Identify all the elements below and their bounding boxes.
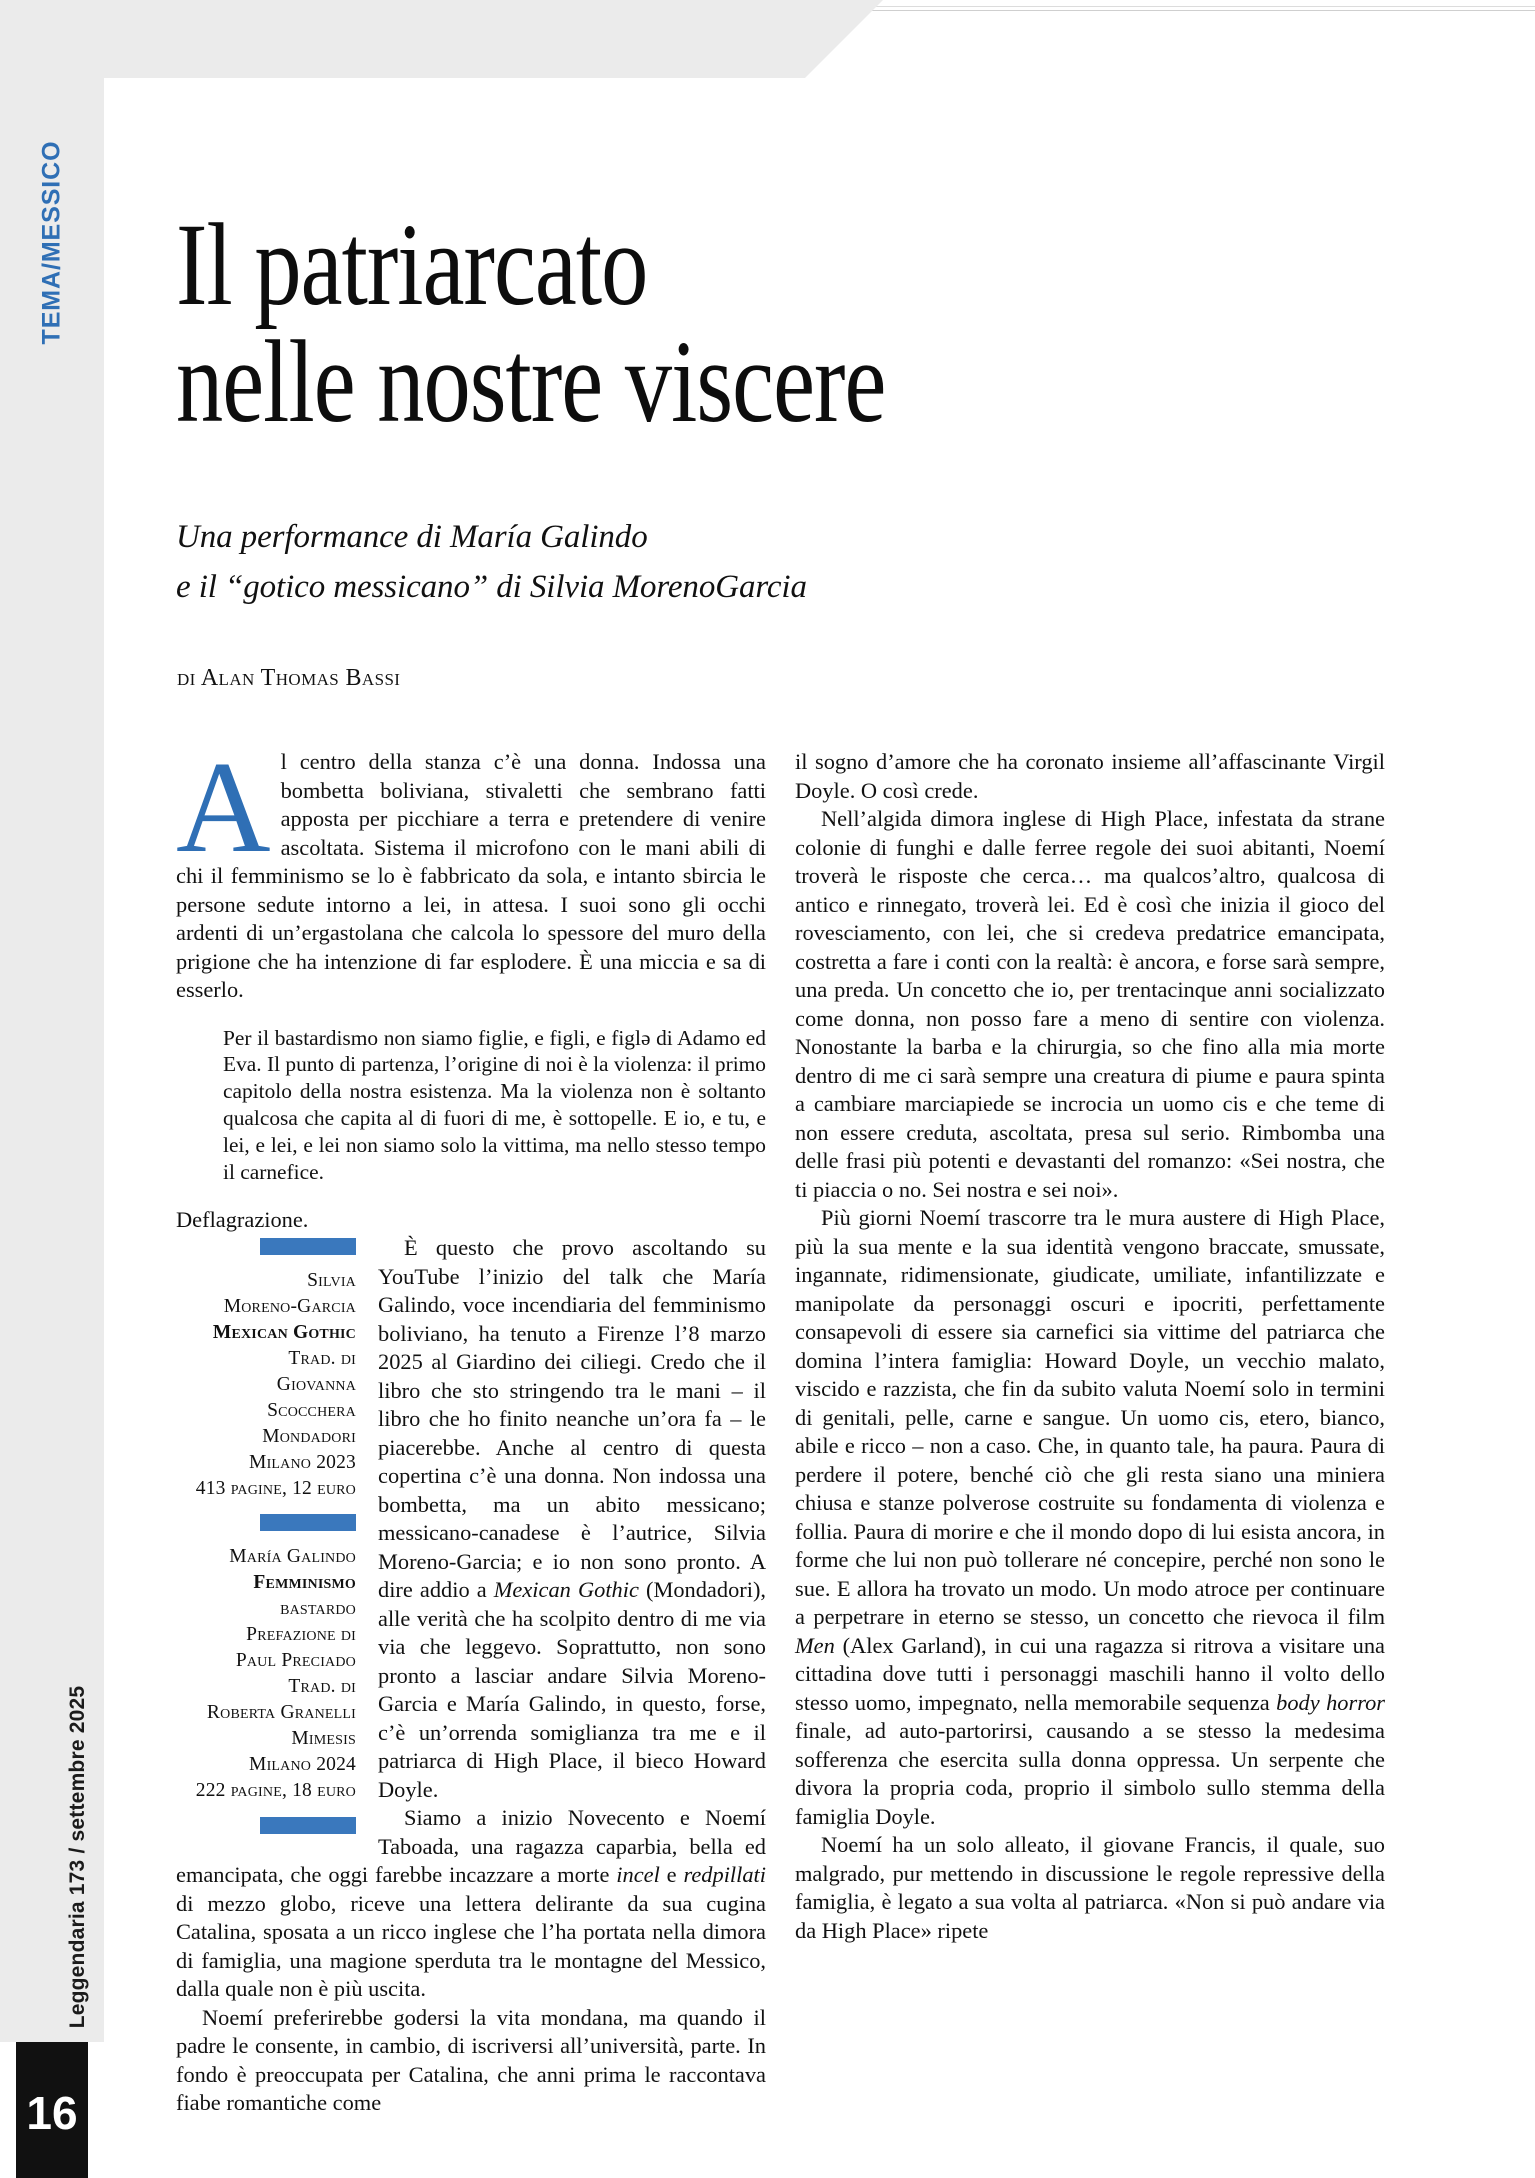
paragraph-high-place: Nell’algida dimora inglese di High Place, infestata da strane colonie di funghi e dalle ferree regole dei suoi abitanti, Noemí troverà le risposte che cerca… ma qualcos’altro, qualcosa di antico e rinnegato, troverà lei. Ed è così che inizia il gioco del rovesciamento, con lei, che si credeva predatrice emancipata, costretta a fare i conti con la realtà: è ancora, e forse sarà sempre, una preda. Un concetto che io, per trentacinque anni socializzato come donna, non posso fare a meno di sentire con violenza. Nonostante la barba e la chirurgia, so che fino alla mia morte dentro di me ci sarà sempre una creatura di piume e paura spinta a cambiare marciapiede se incrocia un uomo cis e che teme di non essere creduta, ascoltata, presa sul serio. Rimbomba una delle frasi più potenti e devastanti del romanzo: «Sei nostra, che ti piaccia o no. Sei nostra e sei noi». — [795, 806, 1385, 1202]
grey-header-corner-fold — [805, 0, 883, 78]
book1-line-1: Moreno-Garcia — [223, 1296, 356, 1318]
book1-line-0: Silvia — [307, 1270, 356, 1292]
paragraph-opening — [176, 735, 766, 1005]
paragraph-piu-giorni-c: finale, ad auto-partorirsi, causando a se stesso la medesima sofferenza che esercita sulla donna oppressa. Un serpente che divora la propria coda, proprio il simbolo sullo stemma della famiglia Doyle. — [795, 1718, 1385, 1829]
title-men-film: Men — [795, 1632, 835, 1658]
section-label-tema-messico: TEMA/MESSICO — [37, 140, 66, 345]
paragraph-noemi-b: e — [659, 1862, 684, 1888]
term-redpillati: redpillati — [683, 1862, 766, 1888]
book1-title: Mexican Gothic — [212, 1322, 356, 1343]
byline: di Alan Thomas Bassi — [177, 665, 401, 691]
body-column-left — [176, 735, 766, 2118]
paragraph-talk-b: (Mondadori), alle verità che ha scolpito dentro di me via via che leggevo. Soprattutto, non sono pronto a lasciar andare Silvia Moreno-Garcia e María Galindo, in questo, forse, c’è un’orrenda somiglianza tra me e il patriarca di High Place, il bieco Howard Doyle. — [378, 1577, 766, 1802]
term-incel: incel — [616, 1862, 660, 1888]
grey-header-band — [0, 0, 805, 78]
paragraph-talk-a: È questo che provo ascoltando su YouTube l’inizio del talk che María Galindo, voce incendiaria del femminismo boliviano, ha tenuto a Firenze l’8 marzo 2025 al Giardino dei ciliegi. Credo che il libro che sto stringendo tra le mani – il libro che ho finito neanche un’ora fa – le piacerebbe. Anche al centro di questa copertina c’è una donna. Non indossa una bombetta, ma un abito messicano; messicano-canadese è l’autrice, Silvia Moreno-Garcia; e io non sono pronto. A dire addio a — [378, 1235, 766, 1603]
paragraph-francis: Noemí ha un solo alleato, il giovane Francis, il quale, suo malgrado, pur mettendo in discussione le regole repressive della famiglia, è legato a sua volta al patriarca. «Non si può andare via da High Place» ripete — [795, 1832, 1385, 1943]
article-deck — [176, 512, 1056, 612]
book2-title-part-2: bastardo — [280, 1598, 356, 1620]
blue-bar-top — [260, 1238, 356, 1255]
book2-title-part-1: Femminismo — [253, 1572, 356, 1594]
blue-bar-middle — [260, 1514, 356, 1531]
book-entry-2 — [160, 1544, 356, 1803]
book2-line-5: Trad. di — [288, 1676, 356, 1698]
book1-line-5: Mondadori — [262, 1425, 356, 1447]
deck-line-2: e il “gotico messicano” di Silvia MorenoGarcia — [176, 569, 807, 606]
book1-line-6: Milano 2023 — [249, 1451, 356, 1473]
paragraph-noemi-c: di mezzo globo, riceve una lettera delirante da sua cugina Catalina, sposata a un ricco inglese che l’ha portata nella dimora di famiglia, una magione sperduta tra le montagne del Messico, dalla quale non è più uscita. — [176, 1890, 766, 2002]
pull-quote-text: Per il bastardismo non siamo figlie, e figli, e figlə di Adamo ed Eva. Il punto di partenza, l’origine di noi è la violenza: il primo capitolo della nostra esistenza. Ma la violenza non è soltanto qualcosa che capita al di fuori di me, è sottopelle. E io, e tu, e lei, e lei, e lei non siamo solo la vittima, ma nello stesso tempo il carnefice. — [223, 1025, 766, 1184]
paragraph-opening-text: l centro della stanza c’è una donna. Indossa una bombetta boliviana, stivaletti che sembrano fatti apposta per picchiare a terra e pretendere di venire ascoltata. Sistema il microfono con le mani abili di chi il femminismo se lo è fabbricato da sola, e intanto sbircia le persone sedute intorno a lei, in attesa. I suoi sono gli occhi ardenti di un’ergastolana che calcola lo spessore del muro della prigione che ha intenzione di far esplodere. È una miccia e sa di esserlo. — [176, 749, 766, 1002]
book2-line-8: Milano 2024 — [249, 1753, 356, 1775]
book1-line-3: Trad. di — [288, 1347, 356, 1369]
book2-line-0: María Galindo — [229, 1546, 356, 1568]
paragraph-noemi-a: Siamo a inizio Novecento e Noemí Taboada, una ragazza caparbia, bella ed emancipata, che oggi farebbe incazzare a morte — [176, 1805, 766, 1888]
blue-bar-bottom — [260, 1817, 356, 1834]
body-column-right — [795, 748, 1385, 1945]
book2-line-7: Mimesis — [291, 1727, 356, 1749]
book-info-sidecar — [160, 1238, 356, 1847]
paragraph-piu-giorni-b: (Alex Garland), in cui una ragazza si ritrova a visitare una cittadina dove tutti i personaggi maschili hanno il volto dello stesso uomo, impegnato, nella memorabile sequenza — [795, 1632, 1385, 1715]
deck-line-1: Una performance di María Galindo — [176, 519, 648, 555]
paragraph-noemi-universita: Noemí preferirebbe godersi la vita mondana, ma quando il padre le consente, in cambio, di iscriversi all’università, parte. In fondo è preoccupata per Catalina, che anni prima le raccontava fiabe romantiche come — [176, 2004, 766, 2116]
paragraph-deflagrazione: Deflagrazione. — [176, 1206, 309, 1232]
book2-line-3: Prefazione di — [246, 1624, 356, 1646]
headline-line-2: nelle nostre viscere — [176, 315, 886, 447]
paragraph-piu-giorni-a: Più giorni Noemí trascorre tra le mura austere di High Place, più la sua mente e la sua identità vengono braccate, smussate, ingannate, ridimensionate, giudicate, umiliate, infantilizzate e manipolate da personaggi oscuri e ipocriti, perfettamente consapevoli di essere sia carnefici sia vittime del patriarca che domina l’intera famiglia: Howard Doyle, un vecchio malato, viscido e razzista, che fin da subito valuta Noemí solo in termini di genitali, pelle, carne e sangue. Un uomo cis, etero, bianco, abile e ricco – non a caso. Che, in quanto tale, ha paura. Paura di perdere il potere, benché ciò che gli resta siano una miniera chiusa e stanze polverose costruite su fondamenta di violenza e follia. Paura di morire e che il mondo dopo di lui esista ancora, in forme che lui non può tollerare né concepire, perché non sono le sue. E allora ha trovato un modo. Un modo atroce per continuare a perpetrare in eterno se stesso, un concetto che rievoca il film — [795, 1205, 1385, 1629]
headline-line-1: Il patriarcato — [176, 199, 648, 331]
book1-line-4: Giovanna Scocchera — [267, 1373, 356, 1421]
paragraph-talk-galindo — [176, 1234, 766, 1804]
page-title — [176, 199, 1120, 447]
book2-line-9: 222 pagine, 18 euro — [195, 1779, 356, 1801]
book-entry-1 — [160, 1268, 356, 1501]
book1-line-7: 413 pagine, 12 euro — [195, 1477, 356, 1499]
book2-line-4: Paul Preciado — [235, 1650, 356, 1672]
book2-line-6: Roberta Granelli — [206, 1701, 356, 1723]
issue-imprint-label: Leggendaria 173 / settembre 2025 — [66, 1685, 89, 2029]
term-body-horror: body horror — [1276, 1689, 1385, 1715]
drop-cap: A — [176, 735, 271, 880]
paragraph-sogno-damore: il sogno d’amore che ha coronato insieme all’affascinante Virgil Doyle. O così crede. — [795, 749, 1385, 803]
paragraph-piu-giorni — [795, 1204, 1385, 1831]
pull-quote-block — [176, 1025, 766, 1186]
title-mexican-gothic: Mexican Gothic — [493, 1577, 639, 1603]
page-number: 16 — [26, 2087, 78, 2139]
